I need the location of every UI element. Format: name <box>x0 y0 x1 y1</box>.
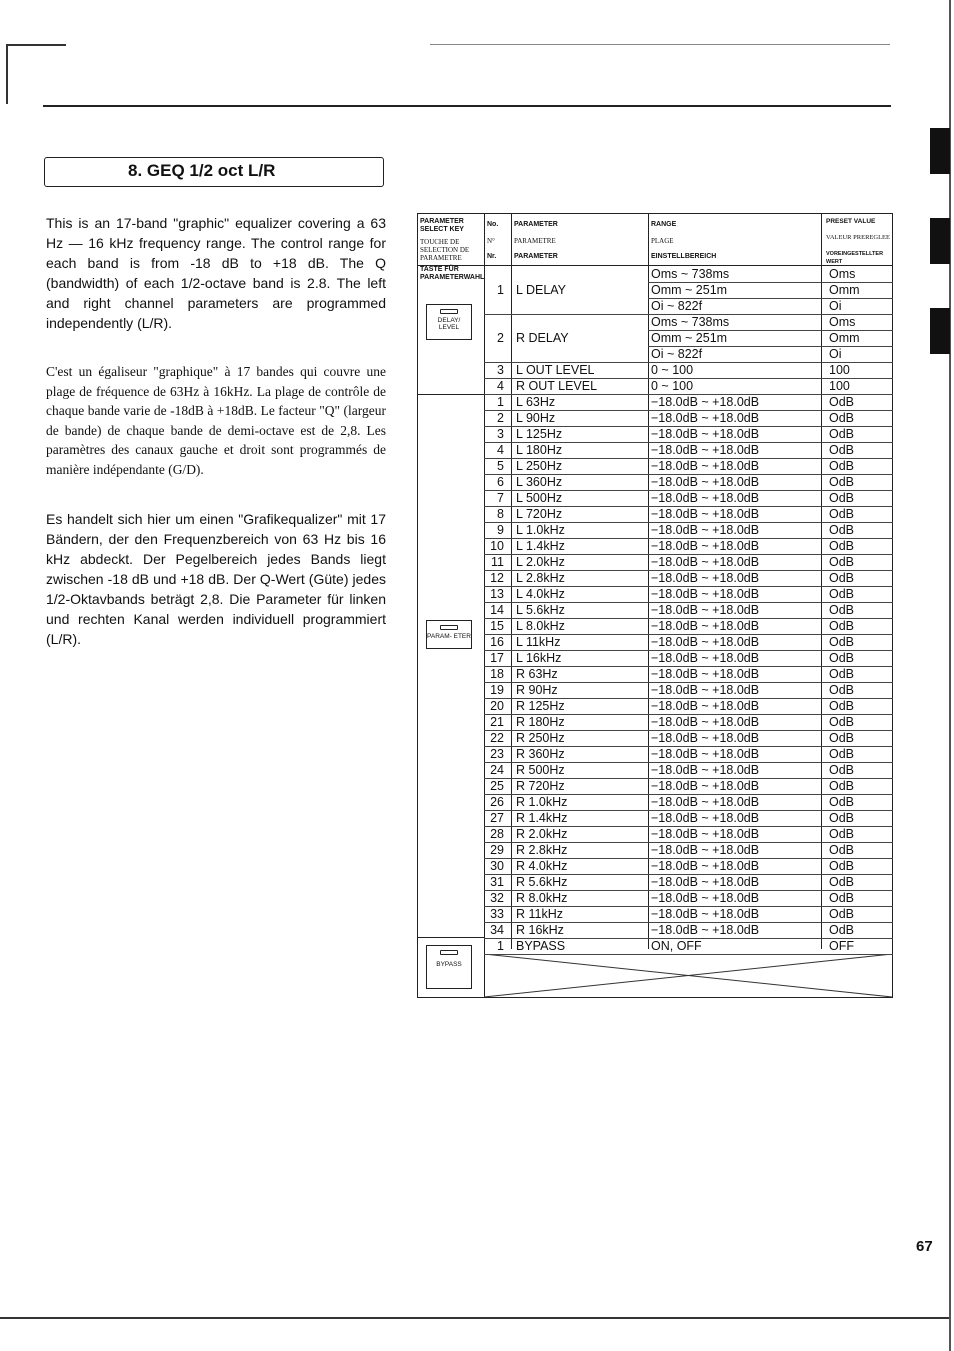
row-range: Omm ~ 251m <box>651 331 728 345</box>
header-range: RANGE PLAGE EINSTELLBEREICH <box>651 221 717 260</box>
table-row <box>418 778 893 794</box>
row-range: Oi ~ 822f <box>651 347 703 361</box>
row-number: 34 <box>490 923 504 937</box>
row-preset: OdB <box>829 747 855 761</box>
row-range: −18.0dB ~ +18.0dB <box>651 555 760 569</box>
header-rule <box>43 105 891 107</box>
table-row <box>418 490 893 506</box>
row-range: Oi ~ 822f <box>651 299 703 313</box>
row-number: 29 <box>490 843 504 857</box>
row-number: 27 <box>490 811 504 825</box>
row-range: −18.0dB ~ +18.0dB <box>651 763 760 777</box>
row-number: 20 <box>490 699 504 713</box>
row-parameter: R 1.4kHz <box>516 811 568 825</box>
row-parameter: R 16kHz <box>516 923 564 937</box>
row-parameter: R 720Hz <box>516 779 565 793</box>
row-preset: OdB <box>829 683 855 697</box>
description-french: C'est un égaliseur "graphique" à 17 bandes qui couvre une plage de fréquence de 63Hz à 16kHz. La plage de contrôle de chaque bande varie de -18dB à +18dB. Le facteur "Q" (largeur de bande) de chaque bande de demi-octave est de 2,8. Les paramètres des canaux gauche et droit sont programmés de manière indépendante (G/D). <box>46 364 386 477</box>
row-preset: Omm <box>829 283 860 297</box>
row-parameter: L 5.6kHz <box>516 603 565 617</box>
row-preset: OdB <box>829 491 855 505</box>
table-row <box>418 522 893 538</box>
thumb-tab <box>930 218 950 264</box>
row-preset: Oi <box>829 299 842 313</box>
table-subrow <box>418 266 893 282</box>
table-row <box>418 458 893 474</box>
row-number: 21 <box>490 715 504 729</box>
row-range: −18.0dB ~ +18.0dB <box>651 475 760 489</box>
row-parameter: R 180Hz <box>516 715 565 729</box>
row-parameter: R 2.8kHz <box>516 843 568 857</box>
row-preset: OdB <box>829 507 855 521</box>
key-label: BYPASS <box>436 961 462 968</box>
row-preset: OdB <box>829 843 855 857</box>
row-parameter: R 2.0kHz <box>516 827 568 841</box>
table-row <box>418 602 893 618</box>
row-parameter: L 2.0kHz <box>516 555 565 569</box>
row-number: 23 <box>490 747 504 761</box>
row-number: 33 <box>490 907 504 921</box>
row-number: 26 <box>490 795 504 809</box>
row-parameter: R 5.6kHz <box>516 875 568 889</box>
row-range: −18.0dB ~ +18.0dB <box>651 731 760 745</box>
row-preset: 100 <box>829 379 850 393</box>
row-preset: OdB <box>829 635 855 649</box>
table-row <box>418 698 893 714</box>
row-range: −18.0dB ~ +18.0dB <box>651 859 760 873</box>
table-row <box>418 842 893 858</box>
row-preset: OFF <box>829 939 854 953</box>
row-preset: OdB <box>829 587 855 601</box>
row-preset: OdB <box>829 859 855 873</box>
row-number: 6 <box>497 475 504 489</box>
row-preset: OdB <box>829 395 855 409</box>
row-range: −18.0dB ~ +18.0dB <box>651 427 760 441</box>
row-preset: Oi <box>829 347 842 361</box>
row-parameter: L 500Hz <box>516 491 563 505</box>
crop-mark <box>6 44 66 46</box>
row-preset: OdB <box>829 699 855 713</box>
table-row <box>418 586 893 602</box>
row-range: −18.0dB ~ +18.0dB <box>651 459 760 473</box>
row-parameter: R 1.0kHz <box>516 795 568 809</box>
parameter-table <box>417 213 893 998</box>
table-subrow <box>418 282 893 298</box>
row-number: 13 <box>490 587 504 601</box>
table-row <box>418 714 893 730</box>
row-number: 24 <box>490 763 504 777</box>
table-row <box>418 826 893 842</box>
row-parameter: R OUT LEVEL <box>516 379 598 393</box>
table-row <box>418 634 893 650</box>
row-parameter: L 2.8kHz <box>516 571 565 585</box>
table-row <box>418 890 893 906</box>
row-preset: OdB <box>829 459 855 473</box>
page-number: 67 <box>916 1238 933 1255</box>
table-row <box>418 570 893 586</box>
crop-mark <box>6 44 8 104</box>
row-parameter: R 63Hz <box>516 667 558 681</box>
row-preset: OdB <box>829 555 855 569</box>
row-number: 3 <box>497 363 504 377</box>
key-label: PARAM- ETER <box>427 633 471 640</box>
row-range: Omm ~ 251m <box>651 283 728 297</box>
row-range: −18.0dB ~ +18.0dB <box>651 507 760 521</box>
row-preset: OdB <box>829 715 855 729</box>
row-number: 22 <box>490 731 504 745</box>
row-preset: OdB <box>829 891 855 905</box>
row-range: −18.0dB ~ +18.0dB <box>651 699 760 713</box>
row-number: 18 <box>490 667 504 681</box>
row-preset: OdB <box>829 475 855 489</box>
row-number: 4 <box>497 443 504 457</box>
row-number: 15 <box>490 619 504 633</box>
row-preset: OdB <box>829 539 855 553</box>
row-number: 28 <box>490 827 504 841</box>
row-preset: OdB <box>829 603 855 617</box>
row-parameter: R 11kHz <box>516 907 564 921</box>
row-number: 31 <box>490 875 504 889</box>
row-parameter: L 250Hz <box>516 459 563 473</box>
row-number: 12 <box>490 571 504 585</box>
row-range: −18.0dB ~ +18.0dB <box>651 715 760 729</box>
row-range: −18.0dB ~ +18.0dB <box>651 875 760 889</box>
table-row <box>418 810 893 826</box>
row-number: 17 <box>490 651 504 665</box>
row-range: −18.0dB ~ +18.0dB <box>651 491 760 505</box>
row-number: 10 <box>490 539 504 553</box>
table-row <box>418 618 893 634</box>
row-range: −18.0dB ~ +18.0dB <box>651 603 760 617</box>
row-parameter: L 11kHz <box>516 635 561 649</box>
row-range: Oms ~ 738ms <box>651 267 730 281</box>
table-row <box>418 874 893 890</box>
row-range: −18.0dB ~ +18.0dB <box>651 411 760 425</box>
key-label: DELAY/ LEVEL <box>437 317 461 331</box>
table-subrow <box>418 330 893 346</box>
row-preset: OdB <box>829 667 855 681</box>
table-subrow <box>418 298 893 314</box>
row-preset: OdB <box>829 795 855 809</box>
row-parameter: L 90Hz <box>516 411 556 425</box>
row-preset: OdB <box>829 411 855 425</box>
row-number: 1 <box>497 283 504 297</box>
table-row <box>418 474 893 490</box>
table-row <box>418 666 893 682</box>
row-preset: OdB <box>829 427 855 441</box>
row-preset: OdB <box>829 651 855 665</box>
row-preset: OdB <box>829 731 855 745</box>
row-preset: OdB <box>829 523 855 537</box>
row-preset: Omm <box>829 331 860 345</box>
table-row <box>418 746 893 762</box>
row-parameter: L OUT LEVEL <box>516 363 595 377</box>
row-range: −18.0dB ~ +18.0dB <box>651 843 760 857</box>
header-key: PARAMETER SELECT KEY TOUCHE DE SELECTION DE PARAMETRE TASTE FÜR PARAMETERWAHL <box>420 218 485 281</box>
row-range: −18.0dB ~ +18.0dB <box>651 795 760 809</box>
row-range: −18.0dB ~ +18.0dB <box>651 907 760 921</box>
row-preset: OdB <box>829 923 855 937</box>
thumb-tab <box>930 128 950 174</box>
row-parameter: R 250Hz <box>516 731 565 745</box>
row-range: −18.0dB ~ +18.0dB <box>651 395 760 409</box>
table-subrow <box>418 346 893 362</box>
scan-line <box>430 44 890 45</box>
row-range: −18.0dB ~ +18.0dB <box>651 635 760 649</box>
row-number: 11 <box>491 555 504 569</box>
row-preset: OdB <box>829 875 855 889</box>
footer-rule <box>0 1317 949 1319</box>
row-number: 8 <box>497 507 504 521</box>
row-preset: OdB <box>829 827 855 841</box>
table-row <box>418 858 893 874</box>
row-parameter: L 180Hz <box>516 443 563 457</box>
row-range: −18.0dB ~ +18.0dB <box>651 779 760 793</box>
row-range: −18.0dB ~ +18.0dB <box>651 587 760 601</box>
row-parameter: L DELAY <box>516 283 567 297</box>
row-parameter: L 16kHz <box>516 651 562 665</box>
table-row <box>418 554 893 570</box>
row-number: 2 <box>497 331 504 345</box>
table-row <box>418 922 893 938</box>
row-number: 30 <box>490 859 504 873</box>
row-preset: OdB <box>829 779 855 793</box>
row-range: −18.0dB ~ +18.0dB <box>651 683 760 697</box>
row-preset: Oms <box>829 267 856 281</box>
row-range: −18.0dB ~ +18.0dB <box>651 443 760 457</box>
row-range: −18.0dB ~ +18.0dB <box>651 571 760 585</box>
row-preset: OdB <box>829 619 855 633</box>
row-number: 32 <box>490 891 504 905</box>
row-parameter: L 63Hz <box>516 395 556 409</box>
row-range: −18.0dB ~ +18.0dB <box>651 619 760 633</box>
row-number: 1 <box>497 939 504 953</box>
row-parameter: L 8.0kHz <box>516 619 565 633</box>
row-range: −18.0dB ~ +18.0dB <box>651 891 760 905</box>
row-number: 19 <box>490 683 504 697</box>
row-range: −18.0dB ~ +18.0dB <box>651 747 760 761</box>
thumb-tab <box>930 308 950 354</box>
table-row <box>418 506 893 522</box>
row-preset: 100 <box>829 363 850 377</box>
header-no: No. N° Nr. <box>487 221 499 260</box>
row-number: 1 <box>497 395 504 409</box>
table-subrow <box>418 378 893 394</box>
row-number: 3 <box>497 427 504 441</box>
table-row <box>418 730 893 746</box>
row-range: −18.0dB ~ +18.0dB <box>651 667 760 681</box>
row-parameter: L 4.0kHz <box>516 587 565 601</box>
row-number: 7 <box>497 491 504 505</box>
row-preset: OdB <box>829 907 855 921</box>
row-number: 25 <box>490 779 504 793</box>
table-row <box>418 650 893 666</box>
row-range: −18.0dB ~ +18.0dB <box>651 811 760 825</box>
row-preset: OdB <box>829 763 855 777</box>
description-english: This is an 17-band "graphic" equalizer covering a 63 Hz — 16 kHz frequency range. The control range for each band is from -18 dB to +18 dB. The Q (bandwidth) of each 1/2-octave band is 2.8. The left and right channel parameters are programmed independently (L/R). <box>46 215 386 331</box>
row-parameter: L 360Hz <box>516 475 563 489</box>
row-parameter: R 90Hz <box>516 683 558 697</box>
empty-cell-cross <box>484 954 892 997</box>
row-parameter: R 125Hz <box>516 699 565 713</box>
row-parameter: L 1.4kHz <box>516 539 565 553</box>
table-row <box>418 538 893 554</box>
row-parameter: BYPASS <box>516 939 566 953</box>
row-parameter: R 500Hz <box>516 763 565 777</box>
row-parameter: R 4.0kHz <box>516 859 568 873</box>
row-number: 14 <box>490 603 504 617</box>
header-parameter: PARAMETER PARAMETRE PARAMETER <box>514 221 558 260</box>
row-preset: OdB <box>829 571 855 585</box>
row-preset: OdB <box>829 443 855 457</box>
header-preset: PRESET VALUE VALEUR PREREGLEE VOREINGESTELLTER WERT <box>826 218 890 265</box>
row-range: −18.0dB ~ +18.0dB <box>651 923 760 937</box>
row-parameter: L 1.0kHz <box>516 523 565 537</box>
row-range: Oms ~ 738ms <box>651 315 730 329</box>
table-subrow <box>418 362 893 378</box>
table-subrow <box>418 314 893 330</box>
row-divider <box>484 954 893 955</box>
page-edge <box>949 0 951 1351</box>
row-preset: OdB <box>829 811 855 825</box>
row-preset: Oms <box>829 315 856 329</box>
row-number: 16 <box>490 635 504 649</box>
table-row <box>418 794 893 810</box>
table-row <box>418 906 893 922</box>
section-title: 8. GEQ 1/2 oct L/R <box>128 161 276 180</box>
row-number: 4 <box>497 379 504 393</box>
row-number: 2 <box>497 411 504 425</box>
row-number: 9 <box>497 523 504 537</box>
row-range: 0 ~ 100 <box>651 363 694 377</box>
table-row <box>418 394 893 410</box>
row-range: −18.0dB ~ +18.0dB <box>651 651 760 665</box>
row-parameter: L 125Hz <box>516 427 563 441</box>
row-range: −18.0dB ~ +18.0dB <box>651 827 760 841</box>
row-number: 5 <box>497 459 504 473</box>
row-parameter: R 8.0kHz <box>516 891 568 905</box>
row-parameter: R 360Hz <box>516 747 565 761</box>
row-parameter: R DELAY <box>516 331 569 345</box>
table-row <box>418 410 893 426</box>
table-row <box>418 762 893 778</box>
row-range: 0 ~ 100 <box>651 379 694 393</box>
table-row <box>418 426 893 442</box>
row-range: −18.0dB ~ +18.0dB <box>651 523 760 537</box>
row-range: −18.0dB ~ +18.0dB <box>651 539 760 553</box>
row-range: ON, OFF <box>651 939 702 953</box>
table-row <box>418 442 893 458</box>
table-row <box>418 682 893 698</box>
row-parameter: L 720Hz <box>516 507 563 521</box>
description-german: Es handelt sich hier um einen "Grafikequalizer" mit 17 Bändern, der den Frequenzbereich von 63 Hz bis 16 kHz abdeckt. Der Pegelbereich jedes Bands liegt zwischen -18 dB und +18 dB. Der Q-Wert (Güte) jedes 1/2-Oktavbands beträgt 2,8. Die Parameter für linken und rechten Kanal werden individuell programmiert (L/R). <box>46 511 386 647</box>
table-row <box>418 938 893 954</box>
